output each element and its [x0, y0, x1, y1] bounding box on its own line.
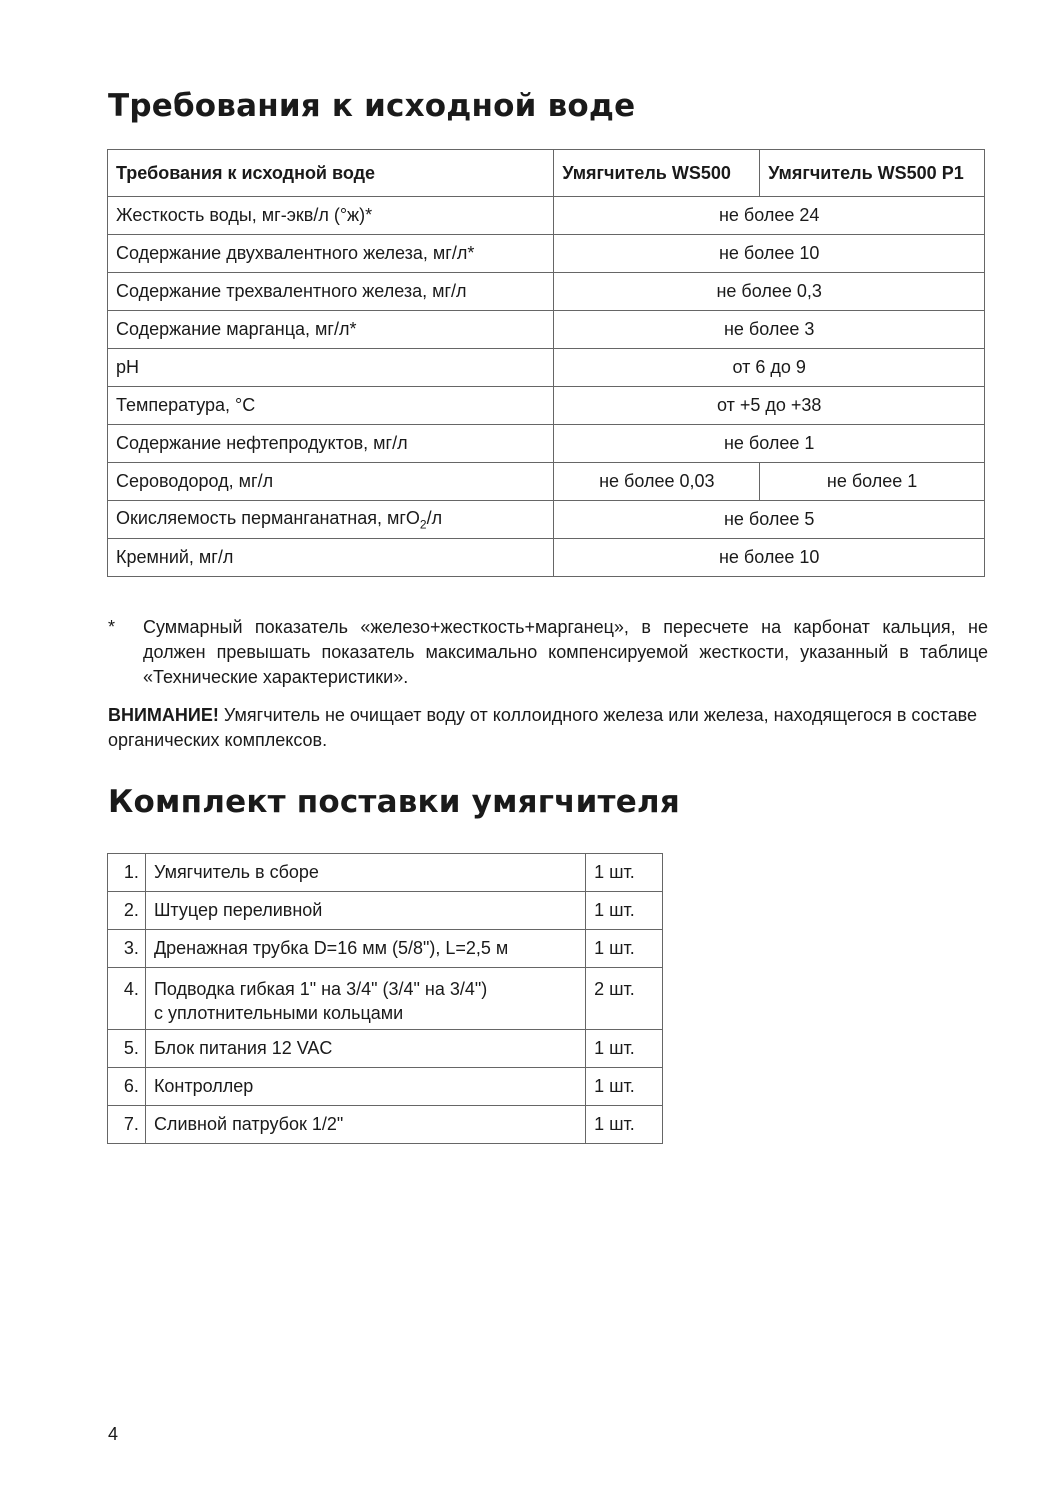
value-cell: не более 10	[554, 539, 985, 577]
attention-label: ВНИМАНИЕ!	[108, 705, 219, 725]
table-row	[108, 930, 663, 968]
item-name: Умягчитель в сборе	[145, 854, 585, 892]
value-cell-ws500-p1: не более 1	[760, 463, 985, 501]
attention-note	[108, 703, 988, 753]
item-name: Штуцер переливной	[145, 892, 585, 930]
page-number: 4	[108, 1424, 119, 1444]
value-cell: не более 10	[554, 235, 985, 273]
header-ws500-p1: Умягчитель WS500 P1	[760, 150, 985, 197]
item-name-line1: Подводка гибкая 1" на 3/4" (3/4" на 3/4")	[153, 979, 488, 999]
item-name: Контроллер	[145, 1068, 585, 1106]
param-cell: Содержание трехвалентного железа, мг/л	[108, 273, 554, 311]
param-cell: Содержание нефтепродуктов, мг/л	[108, 425, 554, 463]
value-cell: не более 1	[554, 425, 985, 463]
param-cell: Кремний, мг/л	[108, 539, 554, 577]
param-cell: Сероводород, мг/л	[108, 463, 554, 501]
item-name: Сливной патрубок 1/2"	[145, 1106, 585, 1144]
delivery-set-table	[107, 853, 663, 1144]
table-row	[108, 311, 985, 349]
header-parameter: Требования к исходной воде	[108, 150, 554, 197]
value-cell: не более 5	[554, 501, 985, 539]
param-cell: Жесткость воды, мг-экв/л (°ж)*	[108, 197, 554, 235]
table-header-row	[108, 150, 985, 197]
table-row	[108, 349, 985, 387]
item-number: 6.	[108, 1068, 146, 1106]
item-quantity: 1 шт.	[586, 892, 663, 930]
item-quantity: 1 шт.	[586, 1068, 663, 1106]
item-quantity: 1 шт.	[586, 1030, 663, 1068]
item-name: Дренажная трубка D=16 мм (5/8"), L=2,5 м	[145, 930, 585, 968]
header-ws500: Умягчитель WS500	[554, 150, 760, 197]
footnote	[108, 615, 988, 690]
value-cell: от +5 до +38	[554, 387, 985, 425]
table-row	[108, 235, 985, 273]
table-row	[108, 273, 985, 311]
param-cell: Содержание марганца, мг/л*	[108, 311, 554, 349]
table-row	[108, 539, 985, 577]
param-text: Окисляемость перманганатная, мгО	[116, 507, 420, 528]
param-cell: Температура, °С	[108, 387, 554, 425]
table-row	[108, 1068, 663, 1106]
value-cell: от 6 до 9	[554, 349, 985, 387]
param-cell: pH	[108, 349, 554, 387]
value-cell: не более 24	[554, 197, 985, 235]
table-row	[108, 968, 663, 1030]
table-row	[108, 854, 663, 892]
table-row	[108, 892, 663, 930]
item-name: Блок питания 12 VAC	[145, 1030, 585, 1068]
table-row	[108, 1030, 663, 1068]
item-quantity: 1 шт.	[586, 1106, 663, 1144]
table-row	[108, 501, 985, 539]
value-cell-ws500: не более 0,03	[554, 463, 760, 501]
param-subscript: 2	[419, 517, 427, 532]
item-number: 3.	[108, 930, 146, 968]
item-number: 7.	[108, 1106, 146, 1144]
item-quantity: 2 шт.	[586, 968, 663, 1030]
item-number: 1.	[108, 854, 146, 892]
item-quantity: 1 шт.	[586, 930, 663, 968]
requirements-table	[107, 149, 985, 577]
table-row	[108, 425, 985, 463]
item-number: 5.	[108, 1030, 146, 1068]
table-row	[108, 463, 985, 501]
footnote-text: Суммарный показатель «железо+жесткость+марганец», в пересчете на карбонат кальция, не должен превышать показатель максимально компенсируемой жесткости, указанный в таблице «Технические характеристики».	[143, 617, 988, 687]
param-cell: Содержание двухвалентного железа, мг/л*	[108, 235, 554, 273]
item-quantity: 1 шт.	[586, 854, 663, 892]
section-title-requirements: Требования к исходной воде	[108, 88, 636, 124]
value-cell: не более 3	[554, 311, 985, 349]
item-number: 4.	[108, 968, 146, 1030]
item-number: 2.	[108, 892, 146, 930]
section-title-delivery-set: Комплект поставки умягчителя	[108, 784, 680, 820]
value-cell: не более 0,3	[554, 273, 985, 311]
table-row	[108, 387, 985, 425]
table-row	[108, 197, 985, 235]
param-tail: /л	[426, 507, 443, 528]
attention-text: Умягчитель не очищает воду от коллоидного железа или железа, находящегося в составе органических комплексов.	[108, 705, 978, 750]
table-row	[108, 1106, 663, 1144]
footnote-mark: *	[108, 617, 116, 637]
param-cell	[108, 501, 554, 539]
item-name	[145, 968, 585, 1030]
item-name-line2: с уплотнительными кольцами	[153, 1003, 404, 1023]
